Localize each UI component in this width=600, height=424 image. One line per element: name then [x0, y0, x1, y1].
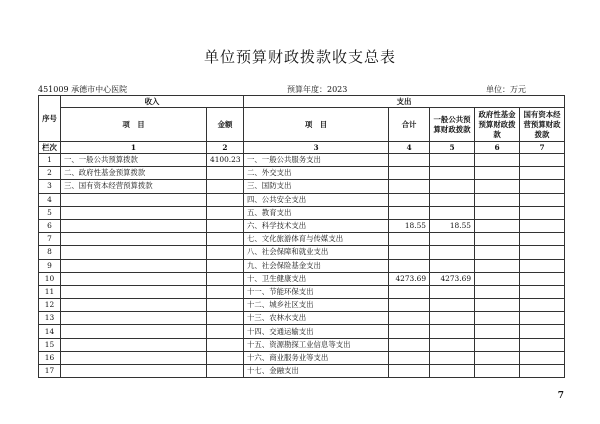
row-income-amount [207, 312, 244, 325]
row-general-public [430, 312, 475, 325]
row-state-capital [520, 272, 565, 285]
table-row [39, 325, 565, 338]
row-general-public [430, 338, 475, 351]
row-seq: 16 [39, 351, 61, 364]
row-income-amount [207, 299, 244, 312]
table-row [39, 299, 565, 312]
row-income-amount: 4100.23 [207, 154, 244, 167]
colnum-5: 5 [430, 142, 475, 154]
row-gov-fund [475, 233, 520, 246]
row-income-item [61, 259, 207, 272]
row-seq: 11 [39, 285, 61, 298]
row-expense-item: 四、公共安全支出 [244, 193, 389, 206]
table-row [39, 259, 565, 272]
row-expense-item: 十二、城乡社区支出 [244, 299, 389, 312]
row-gov-fund [475, 154, 520, 167]
row-gov-fund [475, 259, 520, 272]
row-total [389, 180, 430, 193]
row-general-public [430, 193, 475, 206]
row-seq: 6 [39, 219, 61, 232]
table-row [39, 219, 565, 232]
header-expense: 支出 [244, 96, 565, 108]
row-income-amount [207, 351, 244, 364]
row-total: 4273.69 [389, 272, 430, 285]
row-total [389, 338, 430, 351]
row-seq: 2 [39, 167, 61, 180]
row-income-amount [207, 325, 244, 338]
row-gov-fund [475, 219, 520, 232]
colnum-7: 7 [520, 142, 565, 154]
row-gov-fund [475, 299, 520, 312]
row-total [389, 246, 430, 259]
colnum-1: 1 [61, 142, 207, 154]
row-general-public [430, 206, 475, 219]
row-expense-item: 二、外交支出 [244, 167, 389, 180]
row-seq: 10 [39, 272, 61, 285]
table-row [39, 154, 565, 167]
table-row [39, 206, 565, 219]
row-income-amount [207, 272, 244, 285]
header-gov-fund: 政府性基金预算财政拨款 [475, 108, 520, 142]
row-gov-fund [475, 272, 520, 285]
row-state-capital [520, 167, 565, 180]
row-income-item [61, 351, 207, 364]
colnum-6: 6 [475, 142, 520, 154]
row-total [389, 154, 430, 167]
row-seq: 5 [39, 206, 61, 219]
row-total [389, 206, 430, 219]
row-expense-item: 十五、资源勘探工业信息等支出 [244, 338, 389, 351]
row-income-item: 二、政府性基金预算拨款 [61, 167, 207, 180]
row-state-capital [520, 180, 565, 193]
row-state-capital [520, 259, 565, 272]
row-income-amount [207, 219, 244, 232]
row-total [389, 167, 430, 180]
row-expense-item: 九、社会保险基金支出 [244, 259, 389, 272]
row-state-capital [520, 206, 565, 219]
row-total [389, 325, 430, 338]
row-total [389, 233, 430, 246]
colnum-4: 4 [389, 142, 430, 154]
row-income-amount [207, 193, 244, 206]
row-expense-item: 十四、交通运输支出 [244, 325, 389, 338]
row-expense-item: 十七、金融支出 [244, 365, 389, 378]
row-state-capital [520, 299, 565, 312]
table-row [39, 167, 565, 180]
row-state-capital [520, 325, 565, 338]
row-income-item [61, 206, 207, 219]
row-total [389, 299, 430, 312]
row-total [389, 351, 430, 364]
row-income-amount [207, 365, 244, 378]
row-expense-item: 六、科学技术支出 [244, 219, 389, 232]
row-income-item [61, 325, 207, 338]
row-income-item [61, 338, 207, 351]
row-state-capital [520, 154, 565, 167]
row-income-amount [207, 180, 244, 193]
row-expense-item: 八、社会保障和就业支出 [244, 246, 389, 259]
row-income-amount [207, 167, 244, 180]
row-state-capital [520, 351, 565, 364]
row-gov-fund [475, 351, 520, 364]
row-gov-fund [475, 325, 520, 338]
header-expense-item: 项 目 [244, 108, 389, 142]
row-expense-item: 七、文化旅游体育与传媒支出 [244, 233, 389, 246]
table-row [39, 312, 565, 325]
row-income-item [61, 312, 207, 325]
row-gov-fund [475, 338, 520, 351]
row-income-amount [207, 246, 244, 259]
row-expense-item: 三、国防支出 [244, 180, 389, 193]
row-total: 18.55 [389, 219, 430, 232]
row-income-item: 一、一般公共预算拨款 [61, 154, 207, 167]
row-general-public [430, 325, 475, 338]
row-general-public [430, 299, 475, 312]
row-state-capital [520, 338, 565, 351]
header-income: 收入 [61, 96, 244, 108]
header-general-public: 一般公共预算财政拨款 [430, 108, 475, 142]
row-general-public [430, 246, 475, 259]
row-seq: 4 [39, 193, 61, 206]
row-income-amount [207, 259, 244, 272]
page-number: 7 [557, 391, 564, 401]
row-gov-fund [475, 193, 520, 206]
row-expense-item: 五、教育支出 [244, 206, 389, 219]
row-state-capital [520, 219, 565, 232]
row-total [389, 259, 430, 272]
row-state-capital [520, 285, 565, 298]
row-income-item: 三、国有资本经营预算拨款 [61, 180, 207, 193]
row-general-public [430, 285, 475, 298]
row-expense-item: 十三、农林水支出 [244, 312, 389, 325]
row-income-amount [207, 233, 244, 246]
row-general-public [430, 259, 475, 272]
table-row [39, 351, 565, 364]
header-total: 合计 [389, 108, 430, 142]
row-state-capital [520, 312, 565, 325]
row-general-public [430, 351, 475, 364]
row-total [389, 193, 430, 206]
row-seq: 15 [39, 338, 61, 351]
row-total [389, 365, 430, 378]
header-income-amount: 金额 [207, 108, 244, 142]
row-seq: 1 [39, 154, 61, 167]
row-income-amount [207, 206, 244, 219]
row-seq: 8 [39, 246, 61, 259]
table-row [39, 180, 565, 193]
table-row [39, 193, 565, 206]
row-gov-fund [475, 365, 520, 378]
row-gov-fund [475, 312, 520, 325]
table-row [39, 272, 565, 285]
unit-name: 451009 承德市中心医院 [38, 85, 128, 94]
page-title: 单位预算财政拨款收支总表 [203, 48, 396, 66]
row-total [389, 285, 430, 298]
row-general-public [430, 233, 475, 246]
row-seq: 13 [39, 312, 61, 325]
row-gov-fund [475, 180, 520, 193]
table-row [39, 338, 565, 351]
row-gov-fund [475, 246, 520, 259]
row-seq: 3 [39, 180, 61, 193]
header-state-capital: 国有资本经营预算财政拨款 [520, 108, 565, 142]
row-expense-item: 一、一般公共服务支出 [244, 154, 389, 167]
header-income-item: 项 目 [61, 108, 207, 142]
table-row [39, 246, 565, 259]
table-row [39, 285, 565, 298]
row-income-item [61, 219, 207, 232]
currency-unit: 单位：万元 [486, 85, 526, 94]
row-seq: 12 [39, 299, 61, 312]
row-general-public [430, 154, 475, 167]
row-seq: 7 [39, 233, 61, 246]
table-row [39, 365, 565, 378]
row-income-amount [207, 338, 244, 351]
row-income-item [61, 193, 207, 206]
row-seq: 14 [39, 325, 61, 338]
row-state-capital [520, 233, 565, 246]
colnum-label: 栏次 [39, 142, 61, 154]
row-state-capital [520, 365, 565, 378]
row-expense-item: 十、卫生健康支出 [244, 272, 389, 285]
row-general-public [430, 167, 475, 180]
header-seq: 序号 [39, 96, 61, 142]
row-total [389, 312, 430, 325]
row-gov-fund [475, 167, 520, 180]
colnum-3: 3 [244, 142, 389, 154]
colnum-2: 2 [207, 142, 244, 154]
row-seq: 9 [39, 259, 61, 272]
row-expense-item: 十一、节能环保支出 [244, 285, 389, 298]
budget-year: 预算年度：2023 [287, 85, 348, 94]
row-income-amount [207, 285, 244, 298]
row-general-public [430, 365, 475, 378]
row-general-public: 18.55 [430, 219, 475, 232]
row-general-public: 4273.69 [430, 272, 475, 285]
row-income-item [61, 299, 207, 312]
budget-summary-table [38, 95, 565, 378]
row-seq: 17 [39, 365, 61, 378]
row-state-capital [520, 246, 565, 259]
row-state-capital [520, 193, 565, 206]
table-row [39, 233, 565, 246]
row-expense-item: 十六、商业服务业等支出 [244, 351, 389, 364]
row-gov-fund [475, 206, 520, 219]
row-income-item [61, 272, 207, 285]
row-income-item [61, 233, 207, 246]
row-general-public [430, 180, 475, 193]
row-income-item [61, 365, 207, 378]
row-income-item [61, 285, 207, 298]
row-income-item [61, 246, 207, 259]
row-gov-fund [475, 285, 520, 298]
